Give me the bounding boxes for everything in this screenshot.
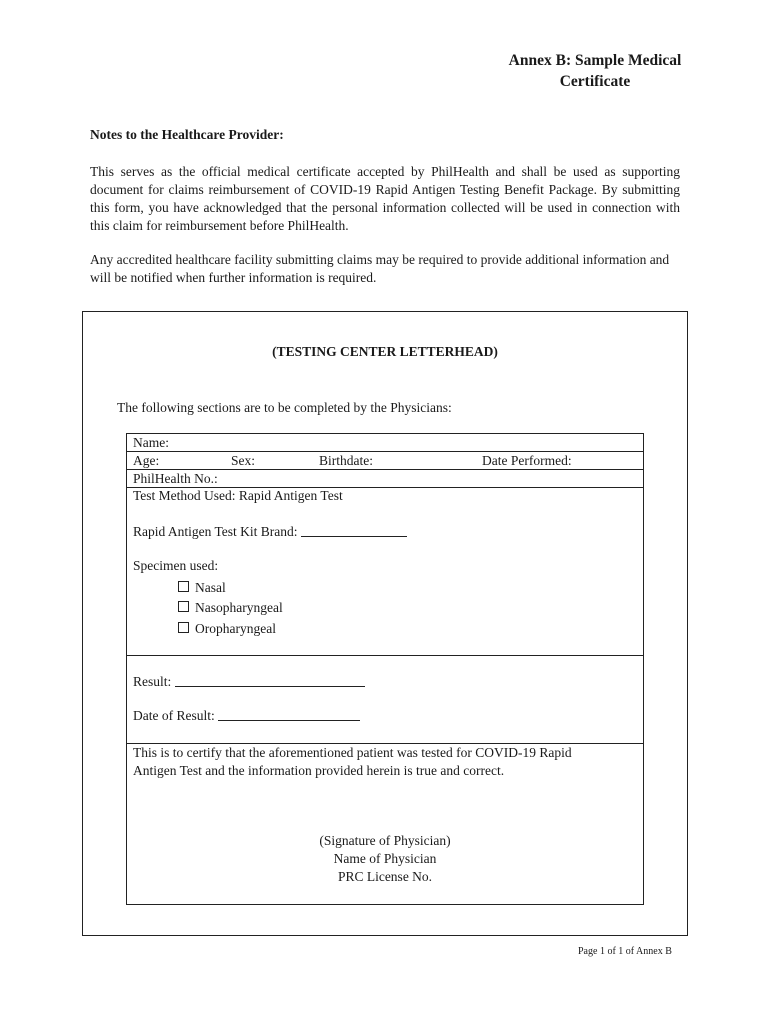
kit-brand-blank[interactable] — [301, 524, 407, 537]
paragraph-purpose: This serves as the official medical certificate accepted by PhilHealth and shall be used as supporting document for claims reimbursement of COVID-19 Rapid Antigen Testing Benefit Package. By submitting this form, you have acknowledged that the personal information collected will be used in connection with this claim for reimbursement before PhilHealth. — [90, 164, 680, 233]
instructions: The following sections are to be completed by the Physicians: — [117, 400, 452, 415]
date-performed-label: Date Performed: — [482, 453, 572, 468]
certify-text — [133, 744, 572, 780]
specimen-option-label: Nasopharyngeal — [195, 600, 283, 615]
result-section — [127, 656, 643, 744]
result-label: Result: — [133, 674, 172, 689]
signature-line: (Signature of Physician) — [319, 833, 451, 848]
result-blank[interactable] — [175, 674, 365, 687]
specimen-label: Specimen used: — [133, 558, 219, 573]
test-method: Test Method Used: Rapid Antigen Test — [133, 488, 343, 503]
name-row — [127, 434, 643, 452]
name-label: Name: — [133, 435, 169, 450]
checkbox-icon[interactable] — [178, 622, 189, 633]
birthdate-label: Birthdate: — [319, 453, 373, 468]
date-of-result-row — [133, 708, 360, 724]
annex-title-line1: Annex B: Sample Medical — [508, 52, 682, 69]
page-footer: Page 1 of 1 of Annex B — [578, 946, 672, 957]
certification-section — [127, 744, 643, 904]
certificate-box — [82, 311, 688, 936]
certify-line2: Antigen Test and the information provided herein is true and correct. — [133, 763, 505, 778]
certify-line1: This is to certify that the aforementioned patient was tested for COVID-19 Rapid — [133, 745, 572, 760]
kit-brand-row — [133, 524, 407, 540]
date-of-result-blank[interactable] — [218, 708, 360, 721]
notes-heading: Notes to the Healthcare Provider: — [90, 127, 284, 142]
annex-title-line2: Certificate — [559, 73, 631, 90]
philhealth-row — [127, 470, 643, 488]
kit-brand-label: Rapid Antigen Test Kit Brand: — [133, 524, 298, 539]
specimen-option-label: Nasal — [195, 580, 226, 595]
checkbox-icon[interactable] — [178, 581, 189, 592]
result-row — [133, 674, 365, 690]
certificate-form — [126, 433, 644, 905]
annex-title — [470, 50, 720, 92]
specimen-option-nasal[interactable] — [178, 580, 226, 596]
sex-label: Sex: — [231, 453, 256, 468]
age-label: Age: — [133, 453, 160, 468]
prc-license: PRC License No. — [337, 869, 433, 884]
philhealth-label: PhilHealth No.: — [133, 471, 218, 486]
paragraph-additional-info: Any accredited healthcare facility submitting claims may be required to provide additional information and will be notified when further information is required. — [90, 252, 670, 285]
specimen-option-label: Oropharyngeal — [195, 621, 276, 636]
date-of-result-label: Date of Result: — [133, 708, 215, 723]
test-section — [127, 488, 643, 656]
signature-block — [127, 832, 643, 886]
specimen-option-nasopharyngeal[interactable] — [178, 600, 283, 616]
checkbox-icon[interactable] — [178, 601, 189, 612]
physician-name: Name of Physician — [333, 851, 437, 866]
age-row — [127, 452, 643, 470]
specimen-option-oropharyngeal[interactable] — [178, 621, 276, 637]
letterhead: (TESTING CENTER LETTERHEAD) — [272, 344, 498, 359]
